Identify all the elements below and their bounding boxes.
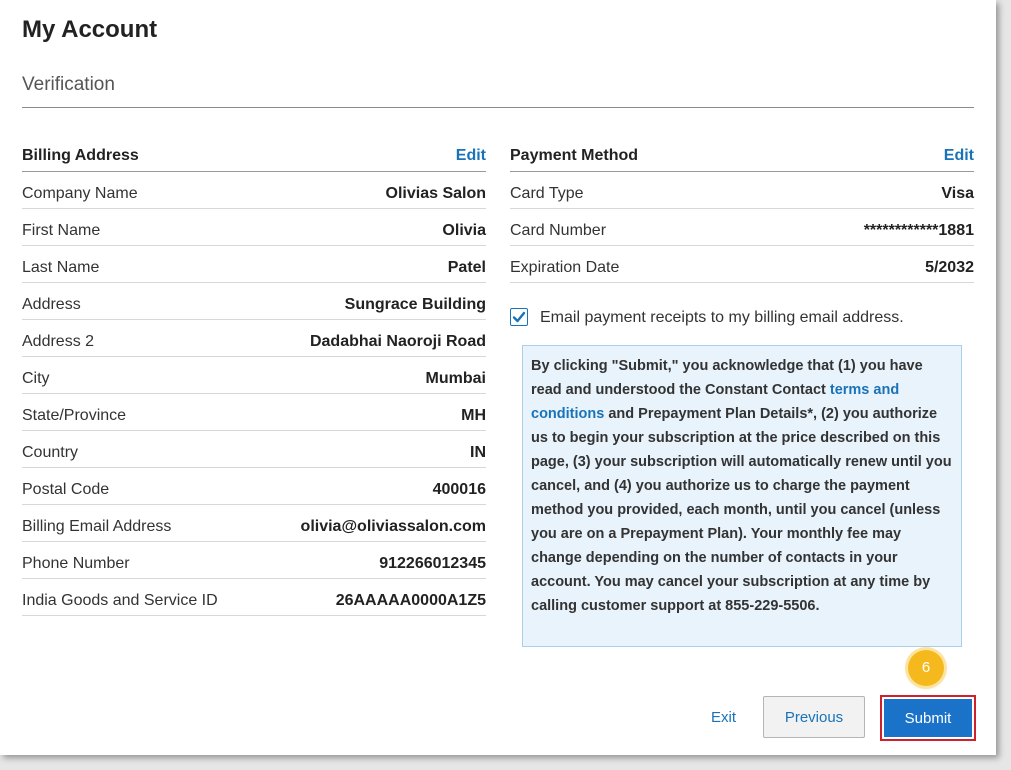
terms-text-after: and Prepayment Plan Details*, (2) you authorize us to begin your subscription at the price described on this page, (3) your subscription will automatically renew until you cancel, and (4) you authorize us to charge the payment method you provided, each month, until you cancel (unless you are on a Prepayment Plan). Your monthly fee may change depending on the number of contacts in your account. You may cancel your subscription at any time by calling customer support at 855-229-5506. bbox=[531, 406, 952, 614]
row-value: Olivia bbox=[442, 222, 486, 239]
billing-edit-link[interactable]: Edit bbox=[455, 147, 486, 164]
row-value: 400016 bbox=[432, 481, 486, 498]
billing-row-last-name bbox=[22, 255, 486, 283]
row-value: Dadabhai Naoroji Road bbox=[309, 333, 486, 350]
row-value: IN bbox=[470, 444, 486, 461]
row-label: First Name bbox=[22, 222, 101, 239]
email-receipts-checkbox[interactable] bbox=[510, 308, 528, 326]
billing-row-country bbox=[22, 440, 486, 468]
row-value: Visa bbox=[941, 185, 974, 202]
billing-address-title: Billing Address bbox=[22, 147, 139, 164]
billing-row-gst-id bbox=[22, 588, 486, 616]
row-label: Billing Email Address bbox=[22, 518, 172, 535]
row-label: Postal Code bbox=[22, 481, 110, 498]
billing-row-first-name bbox=[22, 218, 486, 246]
terms-text-before: By clicking "Submit," you acknowledge that (1) you have read and understood the Constant Contact bbox=[531, 358, 923, 398]
billing-row-phone bbox=[22, 551, 486, 579]
email-receipts-label[interactable]: Email payment receipts to my billing email address. bbox=[540, 309, 904, 326]
exit-link[interactable]: Exit bbox=[711, 709, 737, 726]
payment-method-header bbox=[510, 145, 974, 172]
row-value: 5/2032 bbox=[925, 259, 974, 276]
row-label: Address 2 bbox=[22, 333, 95, 350]
billing-row-state bbox=[22, 403, 486, 431]
billing-row-address bbox=[22, 292, 486, 320]
row-label: Company Name bbox=[22, 185, 138, 202]
previous-button[interactable]: Previous bbox=[763, 696, 865, 738]
row-value: Olivias Salon bbox=[385, 185, 486, 202]
payment-row-card-type bbox=[510, 181, 974, 209]
row-value: Patel bbox=[447, 259, 486, 276]
page-title: My Account bbox=[22, 16, 158, 43]
terms-notice bbox=[522, 345, 962, 647]
payment-row-expiration bbox=[510, 255, 974, 283]
row-value: Mumbai bbox=[425, 370, 486, 387]
row-value: 26AAAAA0000A1Z5 bbox=[335, 592, 486, 609]
billing-row-company-name bbox=[22, 181, 486, 209]
row-label: Card Number bbox=[510, 222, 607, 239]
submit-button[interactable]: Submit bbox=[884, 699, 972, 737]
row-label: Address bbox=[22, 296, 81, 313]
billing-row-postal-code bbox=[22, 477, 486, 505]
step-number-badge: 6 bbox=[908, 650, 944, 686]
row-label: City bbox=[22, 370, 50, 387]
row-label: Last Name bbox=[22, 259, 100, 276]
row-label: Card Type bbox=[510, 185, 584, 202]
payment-method-title: Payment Method bbox=[510, 147, 639, 164]
row-value: Sungrace Building bbox=[344, 296, 486, 313]
billing-row-city bbox=[22, 366, 486, 394]
payment-row-card-number bbox=[510, 218, 974, 246]
row-label: Expiration Date bbox=[510, 259, 620, 276]
billing-row-email bbox=[22, 514, 486, 542]
row-value: olivia@oliviassalon.com bbox=[300, 518, 486, 535]
row-label: Country bbox=[22, 444, 79, 461]
row-label: State/Province bbox=[22, 407, 127, 424]
payment-edit-link[interactable]: Edit bbox=[943, 147, 974, 164]
row-value: 912266012345 bbox=[379, 555, 486, 572]
divider bbox=[22, 107, 974, 108]
page-subtitle: Verification bbox=[22, 74, 115, 95]
row-value: MH bbox=[461, 407, 486, 424]
billing-address-header bbox=[22, 145, 486, 172]
row-value: ************1881 bbox=[863, 222, 974, 239]
row-label: India Goods and Service ID bbox=[22, 592, 218, 609]
checkmark-icon bbox=[512, 310, 526, 324]
billing-row-address-2 bbox=[22, 329, 486, 357]
terms-link[interactable]: terms and conditions bbox=[531, 382, 900, 422]
row-label: Phone Number bbox=[22, 555, 130, 572]
submit-highlight bbox=[880, 695, 976, 741]
